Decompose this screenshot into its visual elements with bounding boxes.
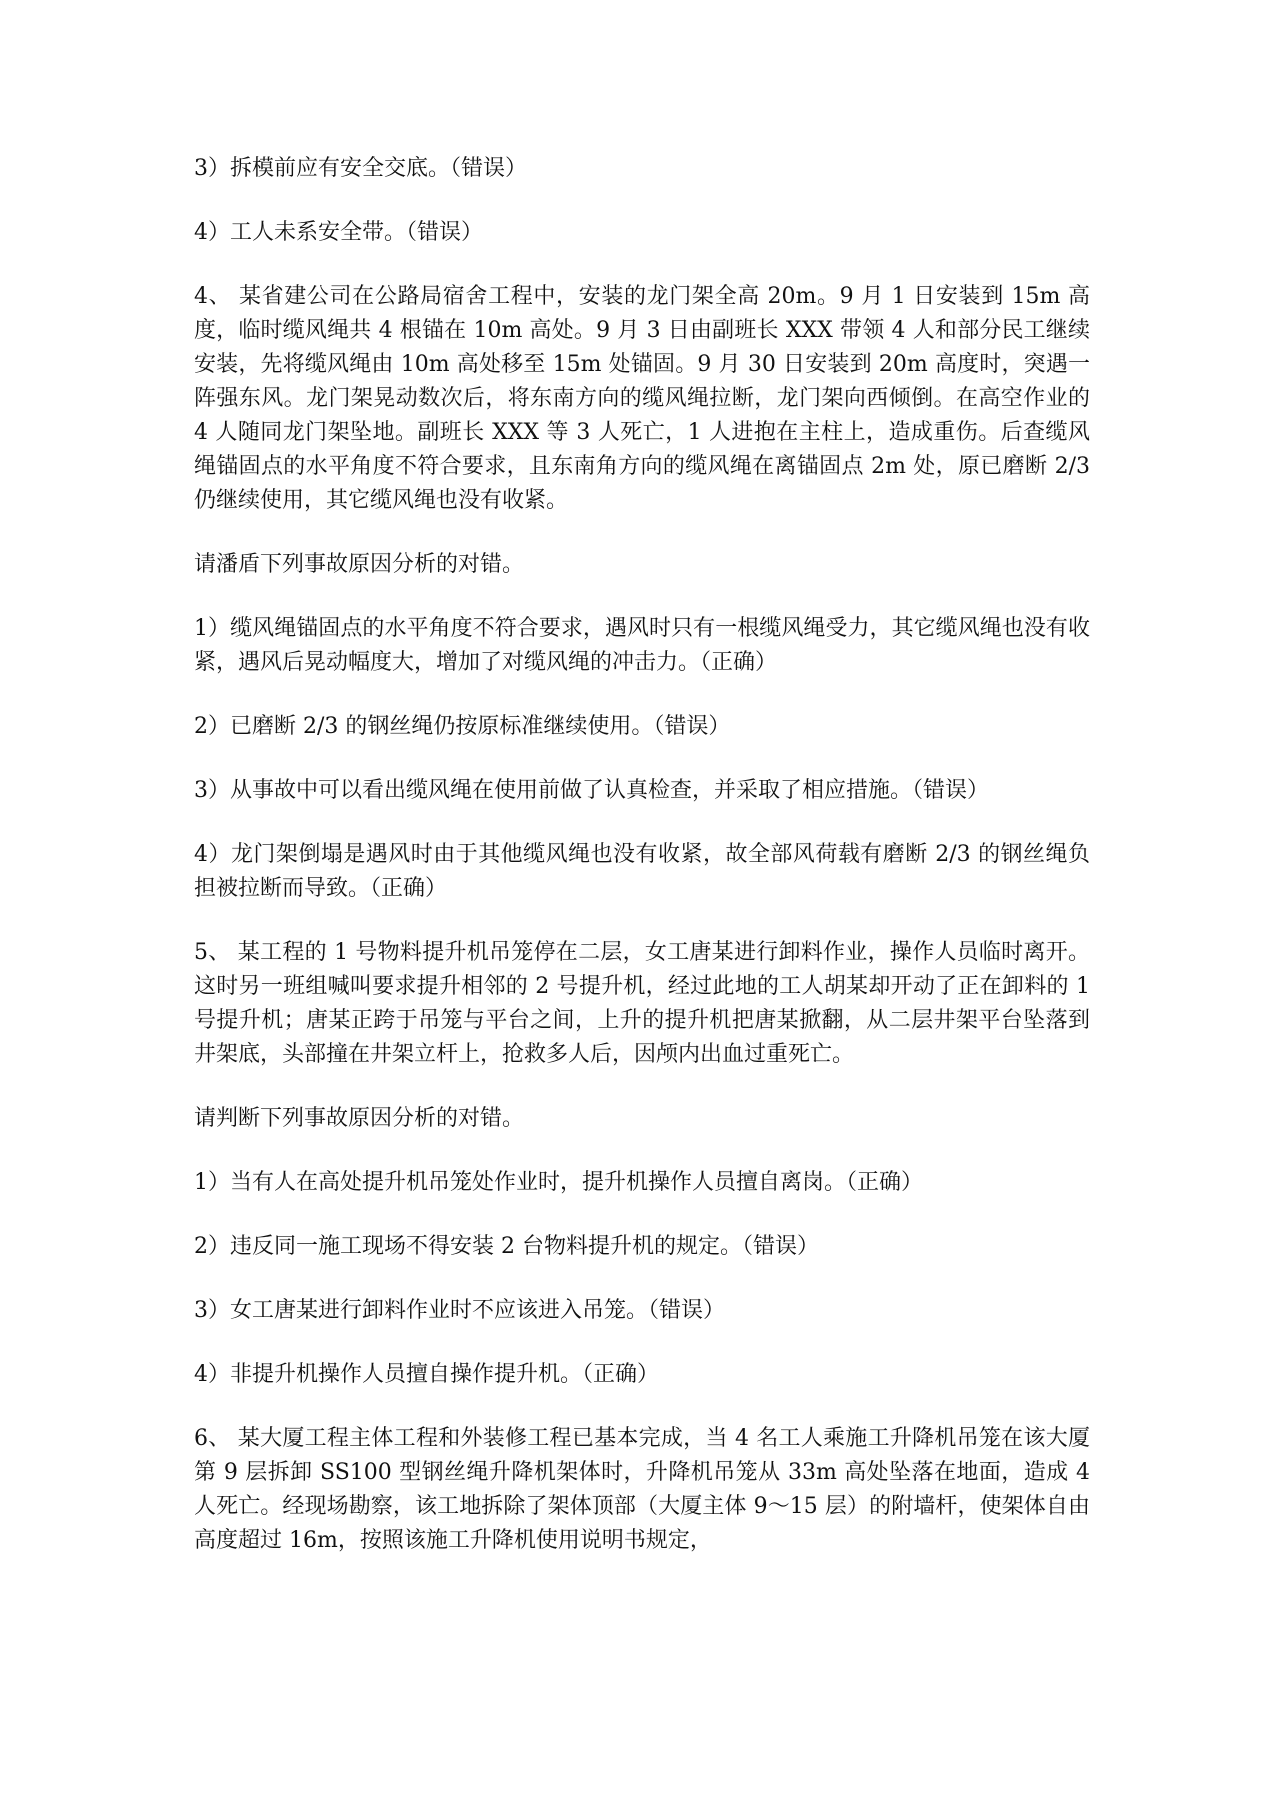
paragraph-5: 1）缆风绳锚固点的水平角度不符合要求，遇风时只有一根缆风绳受力，其它缆风绳也没有收紧，遇风后晃动幅度大，增加了对缆风绳的冲击力。（正确） <box>194 616 1090 675</box>
paragraph-10: 请判断下列事故原因分析的对错。 <box>194 1106 525 1131</box>
paragraph-15: 6、 某大厦工程主体工程和外装修工程已基本完成，当 4 名工人乘施工升降机吊笼在该大厦第 9 层拆卸 SS100 型钢丝绳升降机架体时，升降机吊笼从 33m 高处坠落在地面，造成 4 人死亡。经现场勘察，该工地拆除了架体顶部（大厦主体 9～15 层）的附墙杆，使架体自由高度超过 16m，按照该施工升降机使用说明书规定， <box>194 1426 1090 1553</box>
paragraph-1: 3）拆模前应有安全交底。（错误） <box>194 156 527 181</box>
paragraph-2: 4）工人未系安全带。（错误） <box>194 220 483 245</box>
paragraph-8: 4）龙门架倒塌是遇风时由于其他缆风绳也没有收紧，故全部风荷载有磨断 2/3 的钢丝绳负担被拉断而导致。（正确） <box>194 842 1090 901</box>
paragraph-14: 4）非提升机操作人员擅自操作提升机。（正确） <box>194 1362 659 1387</box>
paragraph-3: 4、 某省建公司在公路局宿舍工程中，安装的龙门架全高 20m。9 月 1 日安装到 15m 高度，临时缆风绳共 4 根锚在 10m 高处。9 月 3 日由副班长 XXX 带领 4 人和部分民工继续安装，先将缆风绳由 10m 高处移至 15m 处锚固。9 月 30 日安装到 20m 高度时，突遇一阵强东风。龙门架晃动数次后，将东南方向的缆风绳拉断，龙门架向西倾倒。在高空作业的 4 人随同龙门架坠地。副班长 XXX 等 3 人死亡，1 人进抱在主柱上，造成重伤。后查缆风绳锚固点的水平角度不符合要求，且东南角方向的缆风绳在离锚固点 2m 处，原已磨断 2/3 仍继续使用，其它缆风绳也没有收紧。 <box>194 284 1090 513</box>
paragraph-4: 请潘盾下列事故原因分析的对错。 <box>194 552 525 577</box>
paragraph-13: 3）女工唐某进行卸料作业时不应该进入吊笼。（错误） <box>194 1298 725 1323</box>
paragraph-11: 1）当有人在高处提升机吊笼处作业时，提升机操作人员擅自离岗。（正确） <box>194 1170 923 1195</box>
paragraph-6: 2）已磨断 2/3 的钢丝绳仍按原标准继续使用。（错误） <box>194 714 731 739</box>
paragraph-7: 3）从事故中可以看出缆风绳在使用前做了认真检查，并采取了相应措施。（错误） <box>194 778 989 803</box>
paragraph-12: 2）违反同一施工现场不得安装 2 台物料提升机的规定。（错误） <box>194 1234 819 1259</box>
paragraph-9: 5、 某工程的 1 号物料提升机吊笼停在二层，女工唐某进行卸料作业，操作人员临时离开。这时另一班组喊叫要求提升相邻的 2 号提升机，经过此地的工人胡某却开动了正在卸料的 1 号提升机；唐某正跨于吊笼与平台之间，上升的提升机把唐某掀翻，从二层井架平台坠落到井架底，头部撞在井架立杆上，抢救多人后，因颅内出血过重死亡。 <box>194 940 1090 1067</box>
